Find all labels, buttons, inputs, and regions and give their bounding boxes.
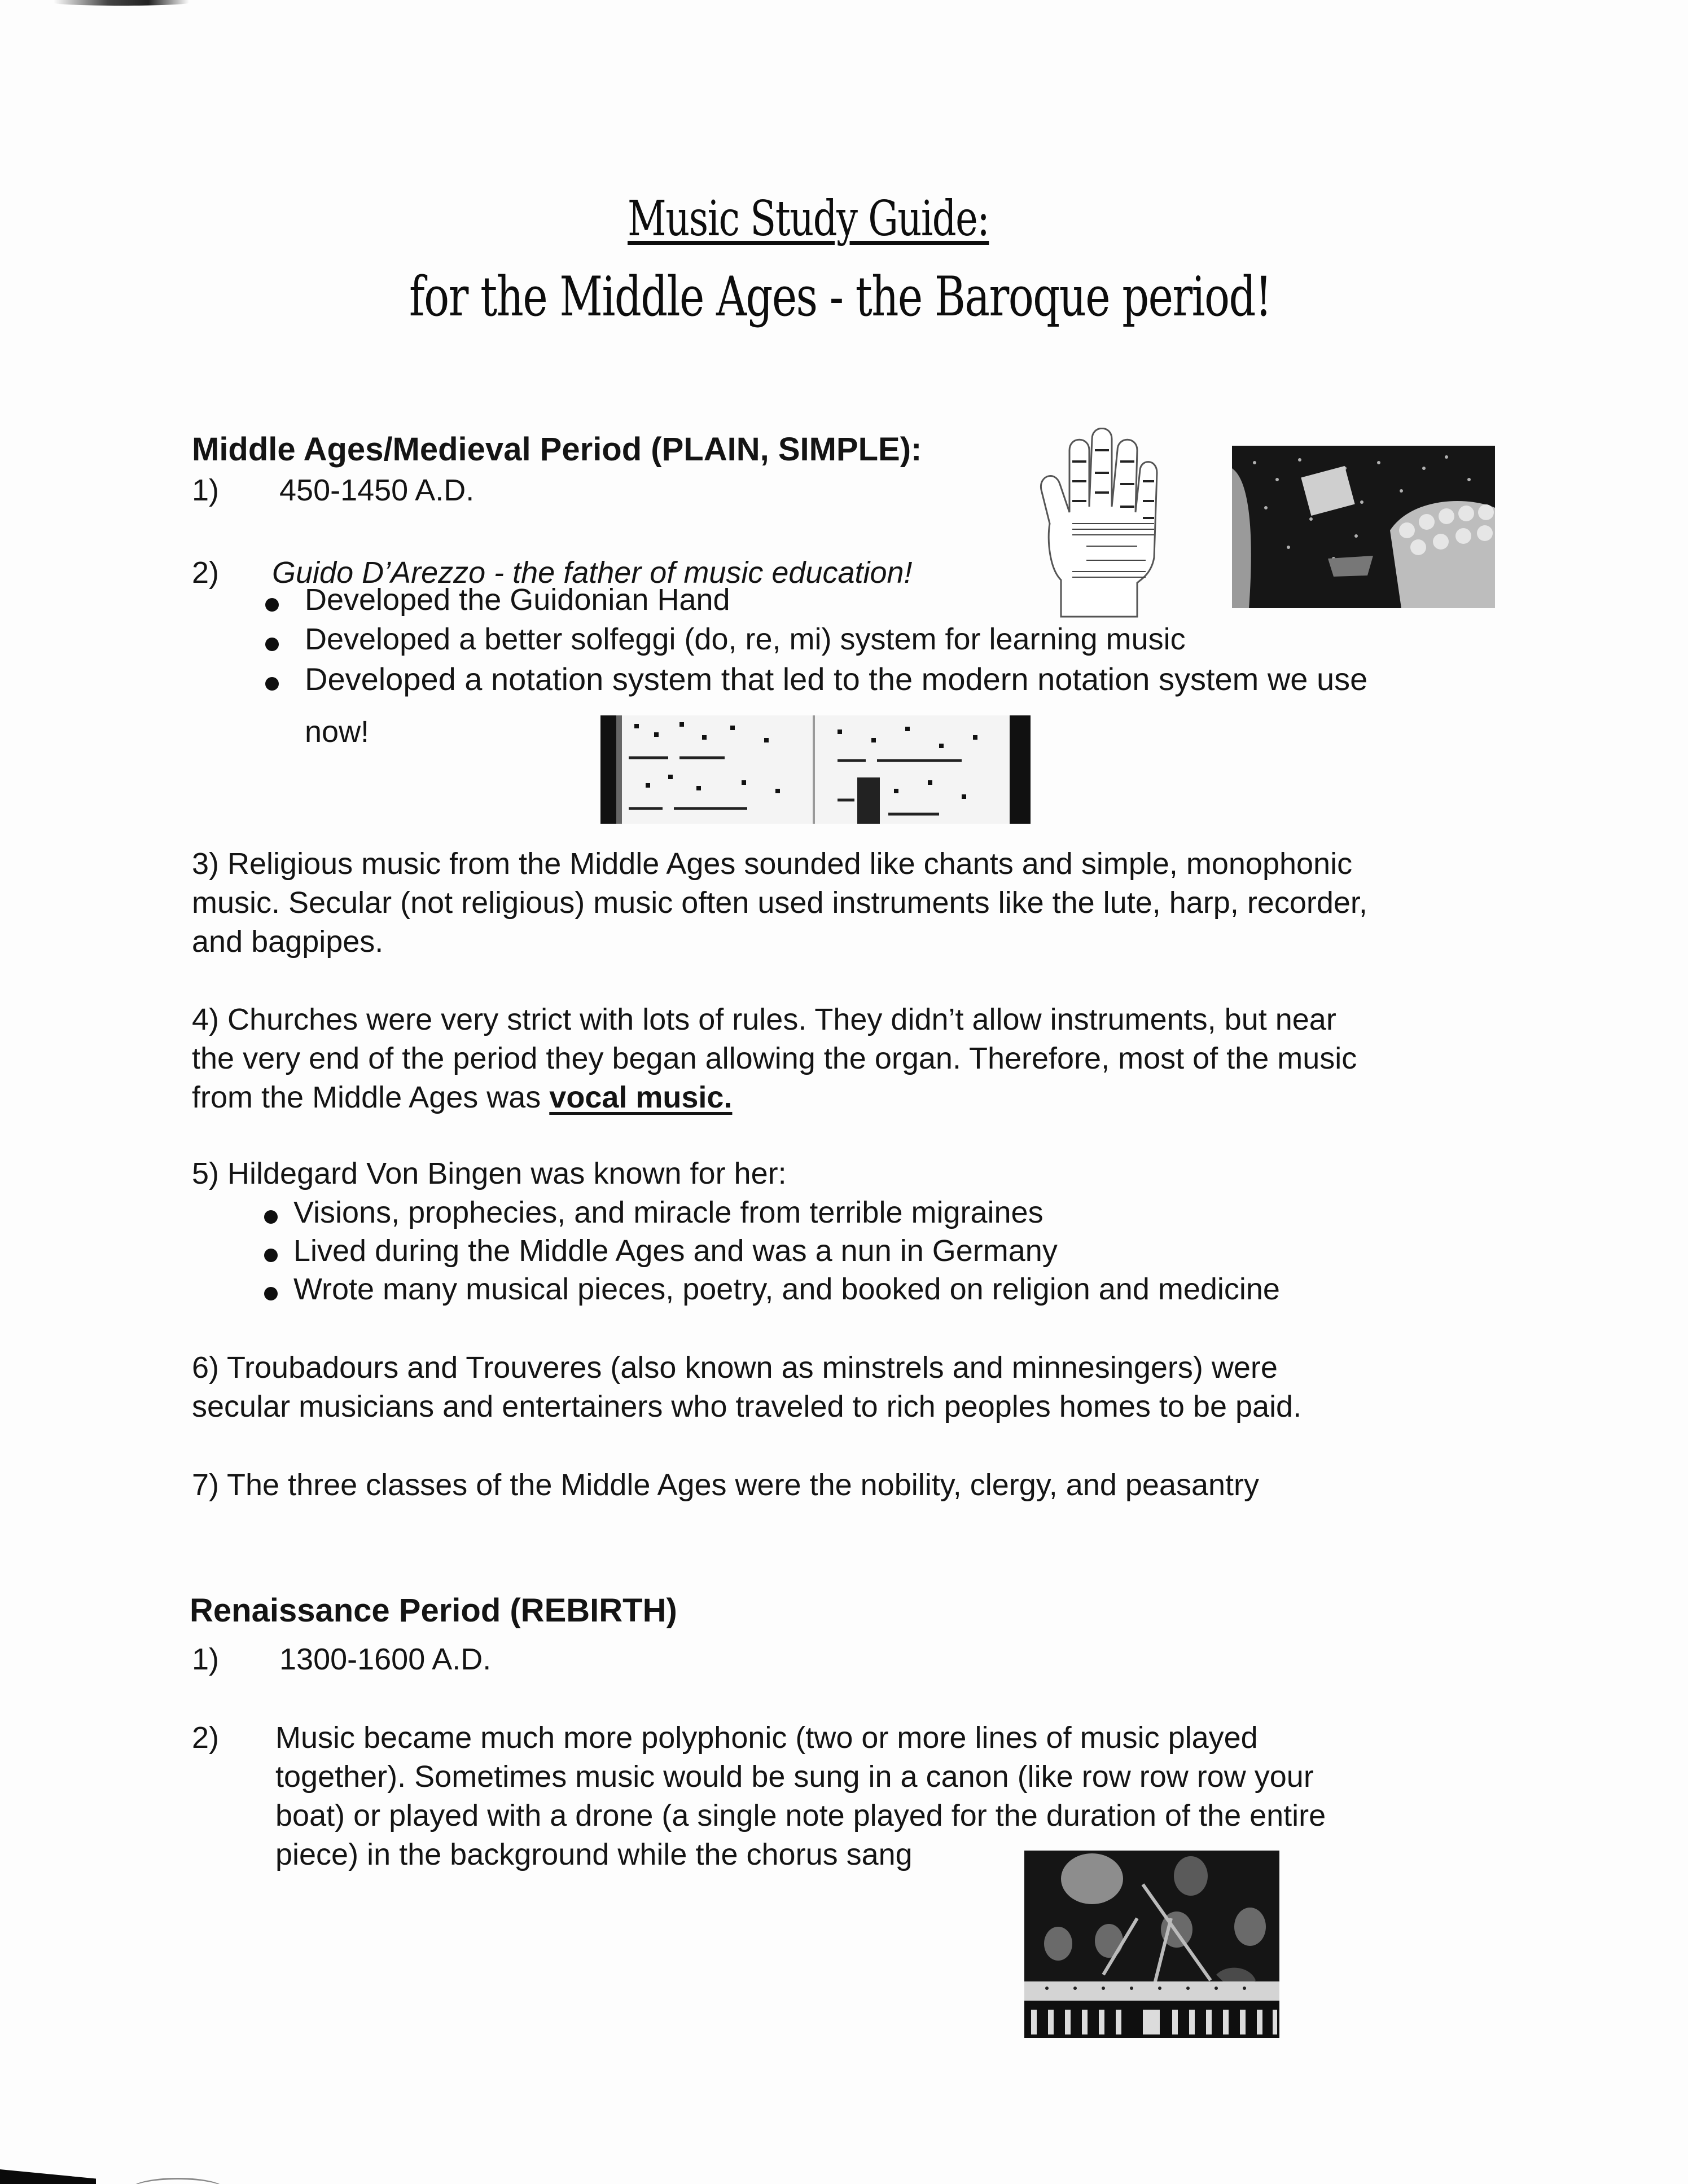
list-item: Wrote many musical pieces, poetry, and booked on religion and medicine xyxy=(293,1272,1280,1306)
bullet-icon xyxy=(265,677,279,691)
paragraph-line: the very end of the period they began allowing the organ. Therefore, most of the music xyxy=(192,1042,1357,1075)
choir-picture-icon xyxy=(1232,446,1495,608)
page-title: Music Study Guide: xyxy=(628,191,989,247)
item-number: 1) xyxy=(192,473,220,507)
medieval-choir-image xyxy=(1232,446,1495,608)
paragraph-line: boat) or played with a drone (a single note played for the duration of the entire xyxy=(275,1799,1326,1833)
scan-artifact-curve xyxy=(130,2178,226,2184)
guidonian-hand-image xyxy=(1038,428,1160,619)
bullet-icon xyxy=(265,638,279,651)
paragraph-line: secular musicians and entertainers who traveled to rich peoples homes to be paid. xyxy=(192,1390,1302,1423)
renaissance-dates: 1300-1600 A.D. xyxy=(279,1642,492,1676)
item-number: 2) xyxy=(192,1721,220,1755)
paragraph-line: 6) Troubadours and Trouveres (also known as minstrels and minnesingers) were xyxy=(192,1351,1278,1385)
list-item: Visions, prophecies, and miracle from terrible migraines xyxy=(293,1196,1044,1229)
page-subtitle: for the Middle Ages - the Baroque period! xyxy=(409,265,1272,328)
item-number: 1) xyxy=(192,1642,220,1676)
section-heading-renaissance: Renaissance Period (REBIRTH) xyxy=(190,1592,677,1629)
paragraph-line: Music became much more polyphonic (two or more lines of music played xyxy=(275,1721,1258,1755)
bullet-icon xyxy=(264,1249,278,1262)
middle-ages-dates: 450-1450 A.D. xyxy=(279,473,475,507)
list-item: Developed a better solfeggi (do, re, mi) system for learning music xyxy=(305,622,1186,656)
list-item: Developed the Guidonian Hand xyxy=(305,583,730,617)
list-item: Developed a notation system that led to the modern notation system we use xyxy=(305,661,1368,697)
manuscript-picture-icon xyxy=(600,715,1031,824)
list-item-continuation: now! xyxy=(305,715,370,749)
vocal-music-emphasis: vocal music. xyxy=(549,1080,733,1114)
paragraph-line: together). Sometimes music would be sung in a canon (like row row row your xyxy=(275,1760,1314,1794)
bullet-icon xyxy=(264,1210,278,1224)
notation-manuscript-image xyxy=(600,715,1031,824)
guido-heading: Guido D’Arezzo - the father of music education! xyxy=(272,556,913,590)
hand-drawing-icon xyxy=(1038,428,1160,619)
paragraph-line: 7) The three classes of the Middle Ages were the nobility, clergy, and peasantry xyxy=(192,1468,1260,1502)
item-number: 2) xyxy=(192,556,220,590)
paragraph-line: piece) in the background while the chorus sang xyxy=(275,1838,913,1871)
paragraph-line: 3) Religious music from the Middle Ages sounded like chants and simple, monophonic xyxy=(192,847,1353,881)
paragraph-text: from the Middle Ages was xyxy=(192,1080,550,1114)
paragraph-line: and bagpipes. xyxy=(192,925,384,959)
scan-artifact-bottom xyxy=(0,2169,96,2184)
section-heading-middle-ages: Middle Ages/Medieval Period (PLAIN, SIMPLE): xyxy=(192,431,922,468)
musicians-picture-icon xyxy=(1024,1851,1279,2038)
paragraph-line: 4) Churches were very strict with lots of rules. They didn’t allow instruments, but near xyxy=(192,1003,1336,1036)
paragraph-line xyxy=(192,1082,732,1113)
paragraph-line: music. Secular (not religious) music often used instruments like the lute, harp, recorder, xyxy=(192,886,1367,920)
bullet-icon xyxy=(264,1287,278,1300)
paragraph-line: 5) Hildegard Von Bingen was known for her: xyxy=(192,1157,787,1190)
scan-artifact-top xyxy=(54,0,189,6)
bullet-icon xyxy=(265,598,279,612)
list-item: Lived during the Middle Ages and was a nun in Germany xyxy=(293,1234,1058,1268)
renaissance-musicians-image xyxy=(1024,1851,1279,2038)
